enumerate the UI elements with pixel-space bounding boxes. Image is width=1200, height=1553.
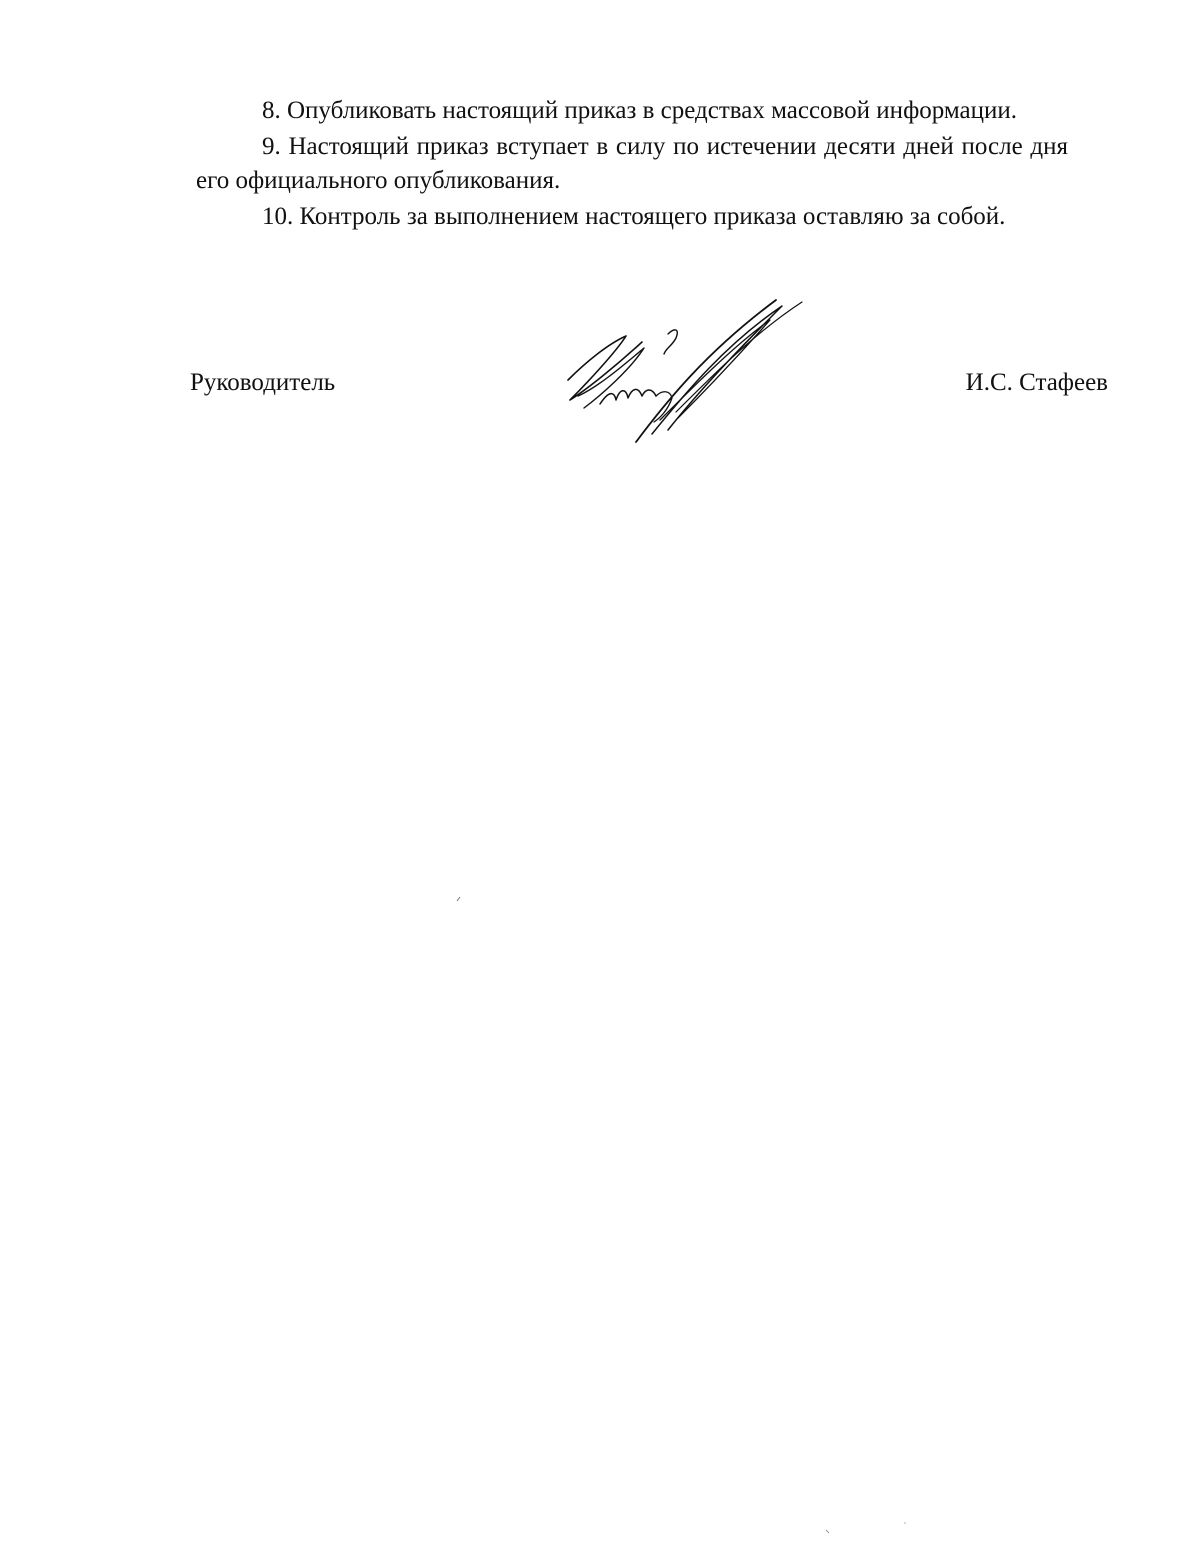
- signatory-name: И.С. Стафеев: [965, 369, 1108, 396]
- scan-speck: [455, 895, 463, 903]
- handwritten-signature: [556, 292, 816, 452]
- scan-speck: [902, 1520, 908, 1526]
- signatory-role: Руководитель: [190, 369, 336, 396]
- paragraph-10: 10. Контроль за выполнением настоящего приказа оставляю за собой.: [262, 203, 1006, 230]
- paragraph-9: 9. Настоящий приказ вступает в силу по истечении десяти дней после дня его официального опубликования.: [196, 133, 1068, 194]
- scan-speck: [824, 1528, 832, 1536]
- paragraph-8: 8. Опубликовать настоящий приказ в средствах массовой информации.: [262, 97, 1018, 124]
